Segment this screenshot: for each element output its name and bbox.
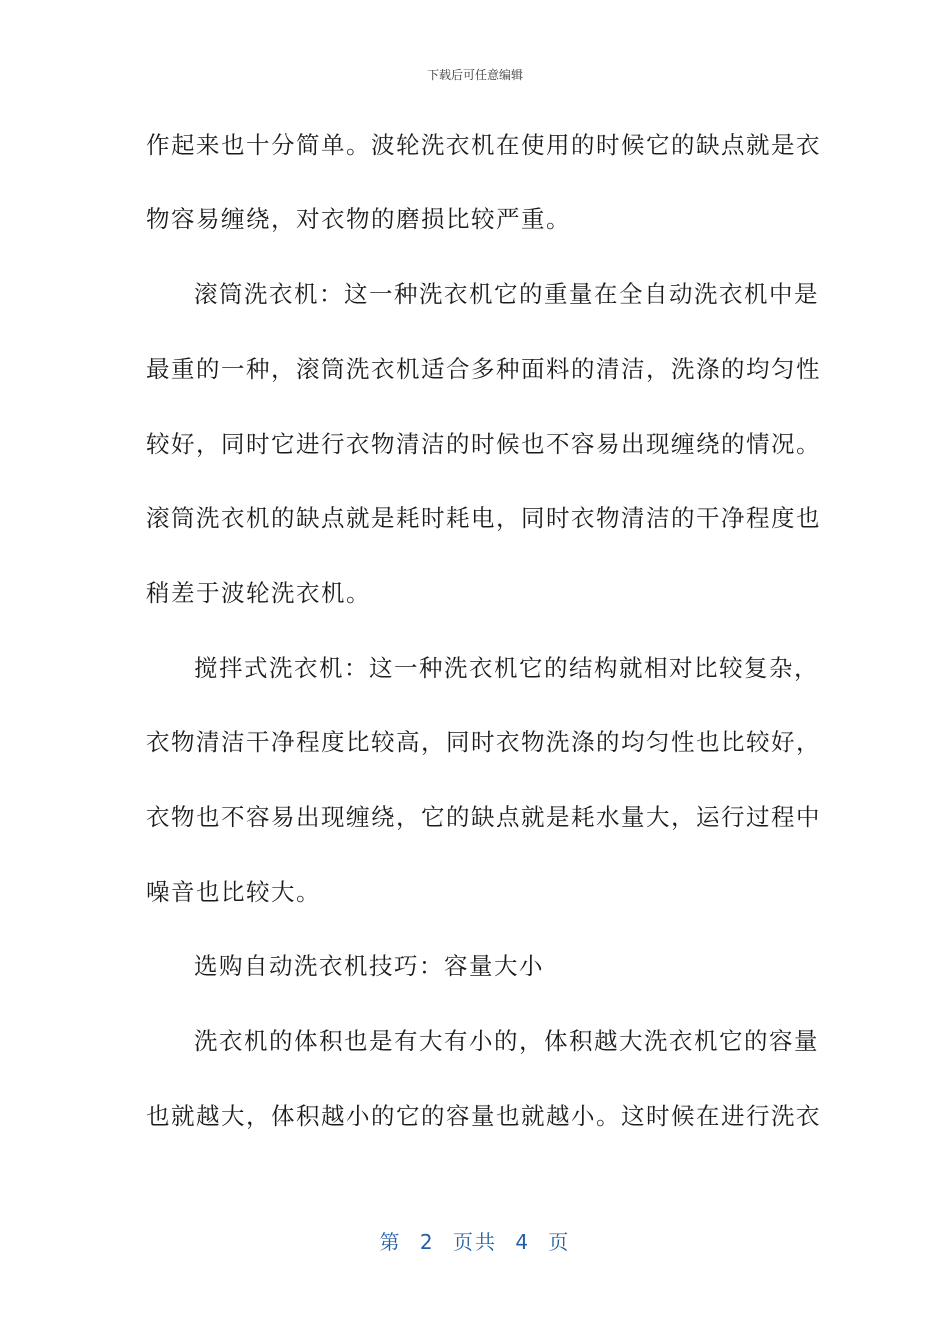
paragraph-first-line: 搅拌式洗衣机：这一种洗衣机它的结构就相对比较复杂， xyxy=(194,654,819,682)
text-line: 衣物清洁干净程度比较高，同时衣物洗涤的均匀性也比较好， xyxy=(146,728,821,756)
paragraph-first-line: 滚筒洗衣机：这一种洗衣机它的重量在全自动洗衣机中是 xyxy=(194,280,819,308)
page-number-footer: 第 2 页共 4 页 xyxy=(379,1230,571,1254)
section-heading: 选购自动洗衣机技巧：容量大小 xyxy=(194,952,544,980)
text-line: 作起来也十分简单。波轮洗衣机在使用的时候它的缺点就是衣 xyxy=(146,131,821,159)
text-line: 衣物也不容易出现缠绕，它的缺点就是耗水量大，运行过程中 xyxy=(146,803,821,831)
text-line: 滚筒洗衣机的缺点就是耗时耗电，同时衣物清洁的干净程度也 xyxy=(146,504,821,532)
text-line: 噪音也比较大。 xyxy=(146,878,321,906)
text-line: 较好，同时它进行衣物清洁的时候也不容易出现缠绕的情况。 xyxy=(146,430,821,458)
text-line: 最重的一种，滚筒洗衣机适合多种面料的清洁，洗涤的均匀性 xyxy=(146,355,821,383)
page-header: 下载后可任意编辑 xyxy=(426,68,523,82)
text-line: 也就越大，体积越小的它的容量也就越小。这时候在进行洗衣 xyxy=(146,1102,821,1130)
text-line: 物容易缠绕，对衣物的磨损比较严重。 xyxy=(146,205,571,233)
text-line: 稍差于波轮洗衣机。 xyxy=(146,579,371,607)
paragraph-first-line: 洗衣机的体积也是有大有小的，体积越大洗衣机它的容量 xyxy=(194,1027,819,1055)
